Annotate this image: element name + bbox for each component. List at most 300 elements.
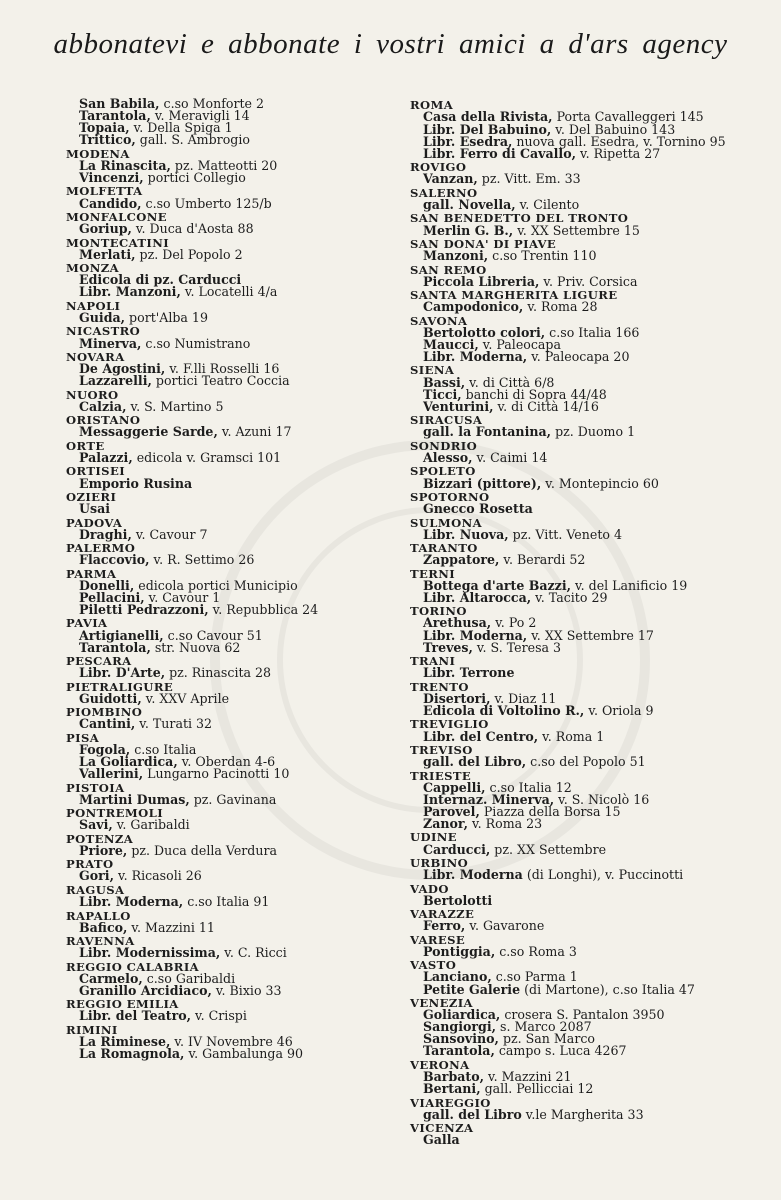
directory-entry bbox=[66, 768, 386, 780]
shop-name: Arethusa, bbox=[423, 615, 492, 631]
city-heading: ORISTANO bbox=[66, 413, 141, 428]
shop-name: Priore, bbox=[79, 842, 128, 858]
city-heading: MONZA bbox=[66, 261, 119, 276]
shop-address: v. Della Spiga 1 bbox=[129, 120, 233, 136]
city-heading: VARAZZE bbox=[410, 907, 475, 922]
directory-entry bbox=[66, 309, 386, 325]
shop-name: Usai bbox=[79, 501, 111, 517]
directory-entry bbox=[410, 351, 740, 363]
shop-address: v. Caimi 14 bbox=[472, 449, 548, 465]
directory-entry bbox=[410, 426, 740, 438]
shop-name: Libr. Modernissima, bbox=[79, 945, 221, 961]
shop-name: gall. del Libro, bbox=[423, 754, 527, 770]
shop-name: Bassi, bbox=[423, 374, 466, 390]
directory-entry bbox=[66, 842, 386, 858]
shop-address: c.so Numistrano bbox=[141, 335, 251, 351]
city-heading: TARANTO bbox=[410, 541, 478, 556]
directory-entry bbox=[410, 920, 740, 932]
shop-address: port'Alba 19 bbox=[125, 309, 208, 325]
shop-name: Bertolotti bbox=[423, 892, 493, 908]
directory-entry bbox=[66, 947, 386, 959]
shop-address: v. di Città 14/16 bbox=[493, 398, 599, 414]
shop-address: v. Diaz 11 bbox=[490, 690, 557, 706]
directory-column-left bbox=[66, 98, 386, 1060]
directory-entry bbox=[66, 398, 386, 414]
shop-name: Granillo Arcidiaco, bbox=[79, 982, 212, 998]
city-heading: ORTISEI bbox=[66, 464, 126, 479]
shop-name: Piletti Pedrazzoni, bbox=[79, 602, 209, 617]
city-heading: SANTA MARGHERITA LIGURE bbox=[410, 288, 618, 303]
shop-name: Galla bbox=[423, 1132, 460, 1148]
shop-name: La Romagnola, bbox=[79, 1046, 185, 1062]
shop-name: Vincenzi, bbox=[79, 169, 144, 185]
city-heading: PESCARA bbox=[66, 654, 132, 669]
shop-address: c.so Trentin 110 bbox=[488, 248, 597, 264]
directory-entry bbox=[66, 503, 386, 515]
shop-address: v. Montepincio 60 bbox=[541, 475, 659, 491]
directory-entry bbox=[66, 604, 386, 616]
shop-address: portici Collegio bbox=[143, 169, 246, 185]
shop-address: v. Cavour 1 bbox=[144, 589, 221, 605]
shop-address: v. Cilento bbox=[515, 196, 580, 212]
shop-address: v. XX Settembre 17 bbox=[527, 627, 654, 643]
city-heading: PIOMBINO bbox=[66, 705, 143, 720]
shop-address: c.so Garibaldi bbox=[142, 970, 236, 986]
shop-name: Merlin G. B., bbox=[423, 222, 514, 238]
shop-name: Cappelli, bbox=[423, 779, 486, 795]
shop-name: Bottega d'arte Bazzi, bbox=[423, 577, 571, 593]
shop-name: Internaz. Minerva, bbox=[423, 791, 555, 807]
shop-name: Lazzarelli, bbox=[79, 373, 152, 389]
city-heading: NICASTRO bbox=[66, 324, 141, 339]
shop-name: Edicola di pz. Carducci bbox=[79, 272, 242, 288]
shop-address: Lungarno Pacinotti 10 bbox=[143, 766, 290, 782]
city-heading: OZIERI bbox=[66, 489, 117, 504]
shop-name: Candido, bbox=[79, 195, 142, 211]
directory-entry bbox=[410, 173, 740, 185]
directory-entry bbox=[410, 475, 740, 491]
shop-name: Guida, bbox=[79, 309, 126, 325]
directory-entry bbox=[66, 526, 386, 542]
shop-address: c.so Monforte 2 bbox=[159, 96, 265, 111]
shop-address: v.le Margherita 33 bbox=[521, 1106, 644, 1122]
shop-name: Petite Galerie bbox=[423, 981, 521, 997]
shop-address: v. Oriola 9 bbox=[584, 702, 654, 718]
city-heading: PISA bbox=[66, 730, 100, 745]
shop-address: v. XX Settembre 15 bbox=[513, 222, 640, 238]
city-heading: SIRACUSA bbox=[410, 413, 483, 428]
city-heading: SALERNO bbox=[410, 185, 478, 200]
shop-name: Manzoni, bbox=[423, 248, 489, 264]
directory-entry bbox=[410, 728, 740, 744]
city-heading: PIETRALIGURE bbox=[66, 679, 174, 694]
city-heading: TREVIGLIO bbox=[410, 717, 489, 732]
directory-entry bbox=[410, 702, 740, 718]
directory-entry bbox=[410, 667, 740, 679]
directory-entry bbox=[66, 667, 386, 679]
city-heading: NAPOLI bbox=[66, 298, 121, 313]
shop-address: v. Paleocapa 20 bbox=[527, 349, 630, 364]
city-heading: PONTREMOLI bbox=[66, 806, 164, 821]
directory-entry bbox=[66, 639, 386, 655]
directory-entry bbox=[410, 981, 740, 997]
directory-entry bbox=[66, 1010, 386, 1022]
shop-name: Topaia, bbox=[79, 120, 130, 136]
shop-name: Cantini, bbox=[79, 716, 136, 732]
directory-entry bbox=[410, 449, 740, 465]
shop-name: La Rinascita, bbox=[79, 157, 171, 173]
shop-name: Libr. Moderna, bbox=[79, 894, 184, 910]
shop-address: v. Mazzini 21 bbox=[484, 1068, 572, 1084]
shop-name: Palazzi, bbox=[79, 449, 133, 465]
shop-name: Goriup, bbox=[79, 221, 132, 237]
shop-name: Draghi, bbox=[79, 526, 132, 542]
shop-name: Bizzari (pittore), bbox=[423, 475, 542, 491]
shop-name: Trittico, bbox=[79, 132, 136, 148]
directory-entry bbox=[66, 982, 386, 998]
shop-address: c.so Umberto 125/b bbox=[141, 195, 272, 211]
city-heading: TORINO bbox=[410, 604, 467, 619]
shop-address: str. Nuova 62 bbox=[150, 639, 241, 655]
city-heading: VENEZIA bbox=[410, 995, 473, 1010]
shop-address: pz. Matteotti 20 bbox=[170, 157, 278, 173]
city-heading: TERNI bbox=[410, 566, 456, 581]
shop-address: crosera S. Pantalon 3950 bbox=[500, 1007, 665, 1023]
shop-name: Parovel, bbox=[423, 803, 480, 819]
directory-entry bbox=[66, 375, 386, 387]
shop-name: Flaccovio, bbox=[79, 552, 150, 568]
shop-address: v. Roma 1 bbox=[538, 728, 605, 744]
directory-entry bbox=[410, 589, 740, 605]
shop-name: Libr. Moderna, bbox=[423, 627, 528, 643]
shop-address: c.so Italia bbox=[130, 741, 197, 757]
shop-address: v. C. Ricci bbox=[220, 945, 287, 961]
shop-address: v. Roma 23 bbox=[468, 815, 543, 831]
city-heading: PADOVA bbox=[66, 515, 123, 530]
city-heading: ORTE bbox=[66, 438, 105, 453]
page-title: abbonatevi e abbonate i vostri amici a d'ars agency bbox=[53, 28, 728, 60]
shop-name: Vanzan, bbox=[423, 171, 478, 187]
shop-address: pz. Vitt. Veneto 4 bbox=[508, 526, 622, 542]
city-heading: MONFALCONE bbox=[66, 210, 167, 225]
shop-name: Barbato, bbox=[423, 1068, 485, 1084]
shop-address: portici Teatro Coccia bbox=[151, 373, 290, 389]
directory-entry bbox=[66, 169, 386, 185]
shop-address: v. Cavour 7 bbox=[131, 526, 208, 542]
shop-name: Libr. Nuova, bbox=[423, 526, 509, 542]
shop-name: Gori, bbox=[79, 868, 114, 884]
city-heading: TREVISO bbox=[410, 742, 473, 757]
shop-name: Messaggerie Sarde, bbox=[79, 424, 218, 440]
shop-name: Libr. Ferro di Cavallo, bbox=[423, 145, 576, 161]
directory-entry bbox=[66, 1048, 386, 1060]
shop-address: v. IV Novembre 46 bbox=[170, 1034, 293, 1050]
city-heading: PARMA bbox=[66, 566, 117, 581]
shop-name: Zappatore, bbox=[423, 552, 500, 568]
directory-entry bbox=[410, 301, 740, 313]
shop-name: Libr. Terrone bbox=[423, 665, 515, 681]
shop-name: Ticci, bbox=[423, 386, 462, 402]
city-heading: TRANI bbox=[410, 654, 456, 669]
city-heading: RIMINI bbox=[66, 1022, 118, 1037]
directory-entry bbox=[410, 250, 740, 262]
directory-entry bbox=[410, 841, 740, 857]
directory-entry bbox=[66, 335, 386, 351]
shop-name: Lanciano, bbox=[423, 969, 492, 985]
city-heading: POTENZA bbox=[66, 831, 134, 846]
shop-address: v. F.lli Rosselli 16 bbox=[165, 361, 280, 377]
shop-name: Zanor, bbox=[423, 815, 469, 831]
shop-name: Sangiorgi, bbox=[423, 1019, 497, 1035]
shop-name: Bertolotto colori, bbox=[423, 324, 546, 340]
shop-address: v. del Lanificio 19 bbox=[571, 577, 688, 593]
city-heading: MOLFETTA bbox=[66, 184, 143, 199]
directory-entry bbox=[66, 195, 386, 211]
shop-address: v. Azuni 17 bbox=[217, 424, 292, 440]
shop-name: Martini Dumas, bbox=[79, 791, 190, 807]
city-heading: TRIESTE bbox=[410, 768, 472, 783]
directory-entry bbox=[66, 554, 386, 566]
city-heading: SAVONA bbox=[410, 313, 468, 328]
city-heading: ROVIGO bbox=[410, 160, 467, 175]
shop-name: Campodonico, bbox=[423, 299, 524, 315]
directory-entry bbox=[66, 286, 386, 298]
shop-name: Libr. Manzoni, bbox=[79, 284, 181, 300]
city-heading: SAN DONA' DI PIAVE bbox=[410, 236, 557, 251]
shop-address: edicola portici Municipio bbox=[134, 577, 298, 593]
shop-address: v. Meravigli 14 bbox=[150, 108, 250, 124]
shop-address: v. Oberdan 4-6 bbox=[177, 754, 276, 770]
shop-address: c.so Italia 12 bbox=[485, 779, 572, 795]
city-heading: PALERMO bbox=[66, 541, 136, 556]
shop-address: c.so Parma 1 bbox=[491, 969, 578, 985]
shop-address: v. S. Teresa 3 bbox=[472, 639, 562, 655]
directory-entry bbox=[66, 246, 386, 262]
city-heading: RAVENNA bbox=[66, 934, 135, 949]
shop-name: Ferro, bbox=[423, 918, 466, 934]
shop-name: gall. la Fontanina, bbox=[423, 424, 552, 440]
city-heading: UDINE bbox=[410, 830, 458, 845]
shop-address: v. Locatelli 4/a bbox=[180, 284, 278, 300]
directory-entry bbox=[66, 870, 386, 882]
directory-entry bbox=[410, 526, 740, 542]
directory-entry bbox=[410, 503, 740, 515]
shop-address: pz. San Marco bbox=[498, 1031, 595, 1047]
shop-name: Libr. del Teatro, bbox=[79, 1008, 192, 1024]
shop-name: Vallerini, bbox=[79, 766, 144, 782]
shop-address: v. Repubblica 24 bbox=[208, 602, 319, 617]
shop-address: v. S. Martino 5 bbox=[126, 398, 224, 414]
shop-name: Bertani, bbox=[423, 1081, 481, 1097]
shop-name: gall. Novella, bbox=[423, 196, 516, 212]
shop-address: s. Marco 2087 bbox=[496, 1019, 592, 1035]
shop-name: De Agostini, bbox=[79, 361, 166, 377]
shop-name: Libr. Moderna bbox=[423, 867, 523, 883]
shop-name: Tarantola, bbox=[79, 108, 151, 124]
shop-name: Maucci, bbox=[423, 336, 479, 352]
shop-name: Libr. Altarocca, bbox=[423, 589, 532, 605]
directory-entry bbox=[66, 134, 386, 146]
shop-address: Porta Cavalleggeri 145 bbox=[552, 109, 704, 125]
city-heading: PAVIA bbox=[66, 616, 108, 631]
city-heading: SPOLETO bbox=[410, 464, 476, 479]
shop-address: pz. Del Popolo 2 bbox=[135, 246, 243, 262]
city-heading: SAN REMO bbox=[410, 262, 487, 277]
directory-entry bbox=[66, 819, 386, 831]
shop-address: nuova gall. Esedra, v. Tornino 95 bbox=[512, 133, 726, 149]
shop-name: Emporio Rusina bbox=[79, 475, 193, 491]
shop-address: v. XXV Aprile bbox=[141, 690, 230, 706]
directory-entry bbox=[410, 1106, 740, 1122]
shop-address: v. Garibaldi bbox=[112, 817, 190, 833]
shop-name: Venturini, bbox=[423, 398, 494, 414]
shop-address: v. Turati 32 bbox=[135, 716, 213, 732]
city-heading: MONTECATINI bbox=[66, 235, 170, 250]
city-heading: TRENTO bbox=[410, 679, 469, 694]
shop-name: Casa della Rivista, bbox=[423, 109, 553, 125]
shop-address: gall. Pellicciai 12 bbox=[480, 1081, 594, 1097]
shop-name: Edicola di Voltolino R., bbox=[423, 702, 585, 718]
shop-address: v. Del Babuino 143 bbox=[551, 121, 676, 137]
shop-name: Merlati, bbox=[79, 246, 136, 262]
city-heading: SIENA bbox=[410, 363, 455, 378]
shop-address: edicola v. Gramsci 101 bbox=[132, 449, 282, 465]
city-heading: NOVARA bbox=[66, 350, 125, 364]
city-heading: VARESE bbox=[410, 932, 466, 947]
shop-address: c.so Italia 166 bbox=[545, 324, 640, 340]
city-heading: NUORO bbox=[66, 387, 119, 402]
shop-address: v. S. Nicolò 16 bbox=[554, 791, 650, 807]
directory-entry bbox=[410, 1134, 740, 1146]
shop-name: Carducci, bbox=[423, 841, 491, 857]
directory-entry bbox=[410, 1045, 740, 1057]
shop-address: (di Martone), c.so Italia 47 bbox=[520, 981, 695, 997]
city-heading: MODENA bbox=[66, 146, 130, 161]
city-heading: SULMONA bbox=[410, 515, 482, 530]
shop-name: Libr. del Centro, bbox=[423, 728, 539, 744]
shop-name: Libr. D'Arte, bbox=[79, 665, 166, 681]
shop-name: Savi, bbox=[79, 817, 113, 833]
city-heading: REGGIO CALABRIA bbox=[66, 959, 200, 974]
directory-entry bbox=[66, 223, 386, 235]
shop-address: v. Po 2 bbox=[491, 615, 537, 631]
shop-name: Treves, bbox=[423, 639, 473, 655]
directory-entry bbox=[410, 1083, 740, 1095]
shop-name: Sansovino, bbox=[423, 1031, 499, 1047]
shop-name: Minerva, bbox=[79, 335, 142, 351]
shop-address: v. Mazzini 11 bbox=[127, 919, 215, 935]
directory-entry bbox=[410, 273, 740, 289]
shop-address: v. Crispi bbox=[191, 1008, 247, 1024]
directory-entry bbox=[410, 943, 740, 959]
shop-address: (di Longhi), v. Puccinotti bbox=[522, 867, 684, 883]
city-heading: VASTO bbox=[410, 958, 457, 973]
shop-name: Tarantola, bbox=[79, 639, 151, 655]
shop-address: v. Ricasoli 26 bbox=[113, 868, 202, 884]
directory-entry bbox=[410, 639, 740, 655]
shop-name: Donelli, bbox=[79, 577, 135, 593]
directory-column-right bbox=[410, 98, 740, 1146]
directory-entry bbox=[410, 196, 740, 212]
city-heading: SPOTORNO bbox=[410, 489, 490, 504]
city-heading: SONDRIO bbox=[410, 438, 478, 453]
directory-entry bbox=[66, 449, 386, 465]
shop-address: c.so Italia 91 bbox=[183, 894, 270, 910]
shop-name: Libr. Esedra, bbox=[423, 133, 513, 149]
directory-entry bbox=[410, 869, 740, 881]
shop-address: c.so Roma 3 bbox=[495, 943, 577, 959]
city-heading: URBINO bbox=[410, 856, 469, 870]
directory-entry bbox=[410, 554, 740, 566]
city-heading: VADO bbox=[410, 881, 449, 896]
directory-entry bbox=[410, 222, 740, 238]
shop-address: v. Gavarone bbox=[465, 918, 545, 934]
directory-entry bbox=[66, 791, 386, 807]
city-heading: PRATO bbox=[66, 857, 114, 872]
shop-address: pz. Gavinana bbox=[189, 791, 277, 807]
shop-address: banchi di Sopra 44/48 bbox=[461, 386, 607, 402]
shop-name: La Riminese, bbox=[79, 1034, 171, 1050]
city-heading: RAGUSA bbox=[66, 882, 125, 897]
shop-name: Goliardica, bbox=[423, 1007, 501, 1023]
shop-address: v. Bixio 33 bbox=[211, 982, 282, 998]
shop-address: v. Priv. Corsica bbox=[539, 273, 638, 289]
shop-address: v. Duca d'Aosta 88 bbox=[131, 221, 254, 237]
city-heading: VERONA bbox=[410, 1057, 470, 1072]
shop-name: Guidotti, bbox=[79, 690, 142, 706]
shop-name: Disertori, bbox=[423, 690, 491, 706]
city-heading: SAN BENEDETTO DEL TRONTO bbox=[410, 211, 629, 226]
shop-address: pz. Vitt. Em. 33 bbox=[477, 171, 581, 187]
shop-address: v. Tacito 29 bbox=[531, 589, 608, 605]
shop-address: v. di Città 6/8 bbox=[465, 374, 555, 390]
shop-address: gall. S. Ambrogio bbox=[135, 132, 250, 148]
shop-name: Libr. Moderna, bbox=[423, 349, 528, 364]
directory-entry bbox=[410, 815, 740, 831]
shop-name: Tarantola, bbox=[423, 1043, 495, 1059]
shop-address: pz. Rinascita 28 bbox=[165, 665, 272, 681]
directory-entry bbox=[410, 756, 740, 768]
shop-address: v. Ripetta 27 bbox=[576, 145, 661, 161]
shop-name: San Babila, bbox=[79, 96, 160, 111]
directory-entry bbox=[66, 919, 386, 935]
shop-address: Piazza della Borsa 15 bbox=[479, 803, 621, 819]
city-heading: REGGIO EMILIA bbox=[66, 997, 179, 1012]
shop-name: Libr. Del Babuino, bbox=[423, 121, 552, 137]
shop-name: Fogola, bbox=[79, 741, 131, 757]
shop-name: Carmelo, bbox=[79, 970, 143, 986]
directory-entry bbox=[410, 398, 740, 414]
city-heading: VICENZA bbox=[410, 1121, 474, 1136]
shop-name: Calzia, bbox=[79, 398, 127, 414]
directory-entry bbox=[410, 145, 740, 161]
shop-name: Alesso, bbox=[423, 449, 473, 465]
city-heading: VIAREGGIO bbox=[410, 1095, 491, 1110]
shop-address: pz. XX Settembre bbox=[490, 841, 607, 857]
shop-name: Artigianelli, bbox=[79, 627, 164, 643]
shop-address: v. Paleocapa bbox=[478, 336, 562, 352]
city-heading: RAPALLO bbox=[66, 908, 131, 923]
city-heading: PISTOIA bbox=[66, 780, 125, 795]
shop-name: Bafico, bbox=[79, 919, 128, 935]
shop-address: v. Gambalunga 90 bbox=[184, 1046, 304, 1062]
directory-entry bbox=[410, 892, 740, 908]
shop-name: gall. del Libro bbox=[423, 1106, 522, 1122]
shop-address: c.so Cavour 51 bbox=[163, 627, 263, 643]
shop-address: v. Berardi 52 bbox=[499, 552, 586, 568]
shop-address: pz. Duca della Verdura bbox=[127, 842, 278, 858]
shop-name: La Goliardica, bbox=[79, 754, 178, 770]
